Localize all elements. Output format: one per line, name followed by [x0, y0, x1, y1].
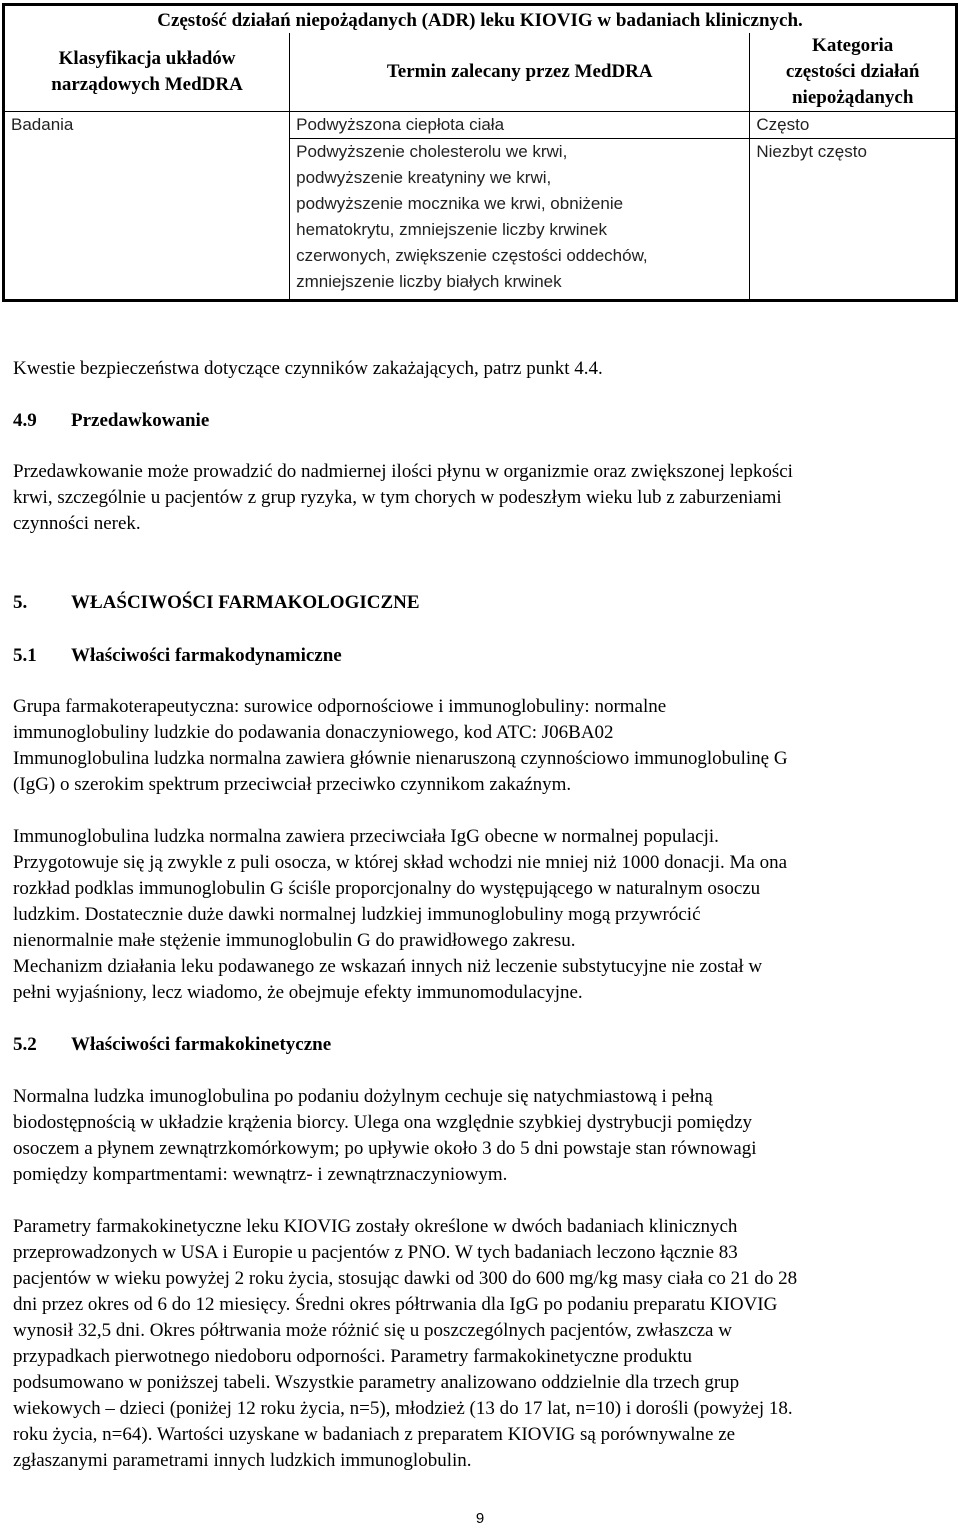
table-caption: Częstość działań niepożądanych (ADR) leku KIOVIG w badaniach klinicznych.: [4, 5, 957, 34]
header-soc: Klasyfikacja układów narządowych MedDRA: [4, 33, 290, 112]
section-5-1-paragraph-1: Grupa farmakoterapeutyczna: surowice odpornościowe i immunoglobuliny: normalne immunoglobuliny ludzkie do podawania donaczyniowego, kod ATC: J06BA02 Immunoglobulina ludzka normalna zawiera głównie nienaruszoną czynnościowo immunoglobulinę G (IgG) o szerokim spektrum przeciwciał przeciwko czynnikom zakaźnym.: [13, 696, 788, 795]
section-5-1-heading: 5.1 Właściwości farmakodynamiczne: [13, 645, 342, 666]
section-4-9-paragraph: Przedawkowanie może prowadzić do nadmiernej ilości płynu w organizmie oraz zwiększonej lepkości krwi, szczególnie u pacjentów z grup ryzyka, w tym chorych w podeszłym wieku lub z zaburzeniami czynności nerek.: [13, 461, 793, 534]
row-soc: [4, 139, 290, 301]
table-row: [4, 112, 957, 139]
row-term: Podwyższenie cholesterolu we krwi, podwyższenie kreatyniny we krwi, podwyższenie mocznika we krwi, obniżenie hematokrytu, zmniejszenie liczby krwinek czerwonych, zwiększenie częstości oddechów, zmniejszenie liczby białych krwinek: [290, 139, 750, 301]
table-row: [4, 139, 957, 301]
header-frequency: Kategoria częstości działań niepożądanych: [750, 33, 957, 112]
section-5-1-paragraph-2: Immunoglobulina ludzka normalna zawiera przeciwciała IgG obecne w normalnej populacji. Przygotowuje się ją zwykle z puli osocza, w której skład wchodzi nie mniej niż 1000 donacji. Ma ona rozkład podklas immunoglobulin G ściśle proporcjonalny do występującego w naturalnym osoczu ludzkim. Dostatecznie duże dawki normalnej ludzkiej immunoglobuliny mogą przywrócić nienormalnie małe stężenie immunoglobulin G do prawidłowego zakresu. Mechanizm działania leku podawanego ze wskazań innych niż leczenie substytucyjne nie został w pełni wyjaśniony, lecz wiadomo, że obejmuje efekty immunomodulacyjne.: [13, 826, 788, 1003]
section-5-2-heading: 5.2 Właściwości farmakokinetyczne: [13, 1034, 332, 1055]
row-frequency: Niezbyt często: [750, 139, 957, 301]
safety-note: Kwestie bezpieczeństwa dotyczące czynników zakażających, patrz punkt 4.4.: [13, 358, 603, 379]
row-frequency: Często: [750, 112, 957, 139]
section-5-2-paragraph-2: Parametry farmakokinetyczne leku KIOVIG zostały określone w dwóch badaniach klinicznych przeprowadzonych w USA i Europie u pacjentów z PNO. W tych badaniach leczono łącznie 83 pacjentów w wieku powyżej 2 roku życia, stosując dawki od 300 do 600 mg/kg masy ciała co 21 do 28 dni przez okres od 6 do 12 miesięcy. Średni okres półtrwania dla IgG po podaniu preparatu KIOVIG wynosił 32,5 dni. Okres półtrwania może różnić się u poszczególnych pacjentów, zwłaszcza w przypadkach pierwotnego niedoboru odporności. Parametry farmakokinetyczne produktu podsumowano w poniższej tabeli. Wszystkie parametry analizowano oddzielnie dla trzech grup wiekowych – dzieci (poniżej 12 roku życia, n=5), młodzież (13 do 17 lat, n=10) i dorośli (powyżej 18. roku życia, n=64). Wartości uzyskane w badaniach z preparatem KIOVIG są porównywalne ze zgłaszanymi parametrami innych ludzkich immunoglobulin.: [13, 1216, 798, 1471]
adr-table: [2, 3, 958, 302]
section-5-heading: 5. WŁAŚCIWOŚCI FARMAKOLOGICZNE: [13, 592, 420, 613]
row-term: Podwyższona ciepłota ciała: [290, 112, 750, 139]
page-number: 9: [475, 1510, 485, 1527]
row-soc: Badania: [4, 112, 290, 139]
header-term: Termin zalecany przez MedDRA: [290, 33, 750, 112]
section-5-2-paragraph-1: Normalna ludzka imunoglobulina po podaniu dożylnym cechuje się natychmiastową i pełną biodostępnością w układzie krążenia biorcy. Ulega ona względnie szybkiej dystrybucji pomiędzy osoczem a płynem zewnątrzkomórkowym; po upływie około 3 do 5 dni powstaje stan równowagi pomiędzy kompartmentami: wewnątrz- i zewnątrznaczyniowym.: [13, 1086, 757, 1185]
section-4-9-heading: 4.9 Przedawkowanie: [13, 410, 210, 431]
